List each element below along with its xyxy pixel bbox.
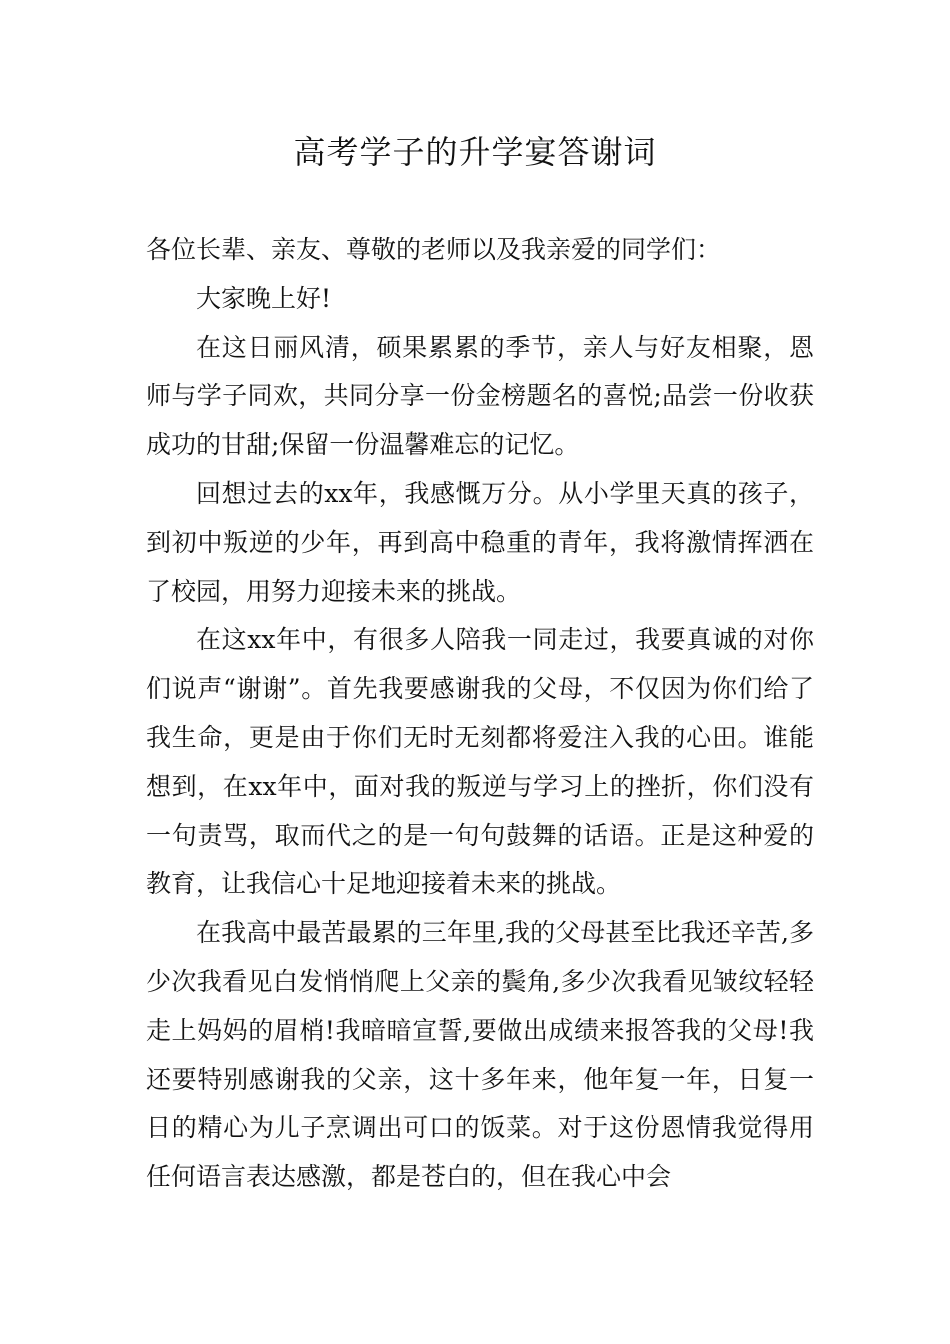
paragraph-high-school: 在我高中最苦最累的三年里,我的父母甚至比我还辛苦,多少次我看见白发悄悄爬上父亲的鬓角,多少次我看见皱纹轻轻走上妈妈的眉梢!我暗暗宣誓,要做出成绩来报答我的父母!我还要特别感谢我的父亲，这十多年来，他年复一年，日复一日的精心为儿子烹调出可口的饭菜。对于这份恩情我觉得用任何语言表达感激，都是苍白的，但在我心中会 [146, 918, 814, 1192]
paragraph-greeting: 大家晚上好! [196, 283, 332, 313]
document-title: 高考学子的升学宴答谢词 [293, 133, 657, 171]
paragraph-opening: 在这日丽风清，硕果累累的季节，亲人与好友相聚，恩师与学子同欢，共同分享一份金榜题名的喜悦;品尝一份收获成功的甘甜;保留一份温馨难忘的记忆。 [146, 332, 814, 460]
paragraph-reflection: 回想过去的xx年，我感慨万分。从小学里天真的孩子，到初中叛逆的少年，再到高中稳重的青年，我将激情挥洒在了校园，用努力迎接未来的挑战。 [146, 478, 814, 606]
paragraph-thanks-parents: 在这xx年中，有很多人陪我一同走过，我要真诚的对你们说声“谢谢”。首先我要感谢我的父母，不仅因为你们给了我生命，更是由于你们无时无刻都将爱注入我的心田。谁能想到，在xx年中，面对我的叛逆与学习上的挫折，你们没有一句责骂，取而代之的是一句句鼓舞的话语。正是这种爱的教育，让我信心十足地迎接着未来的挑战。 [146, 625, 814, 899]
document-body [146, 226, 814, 1202]
salutation: 各位长辈、亲友、尊敬的老师以及我亲爱的同学们： [146, 235, 722, 264]
